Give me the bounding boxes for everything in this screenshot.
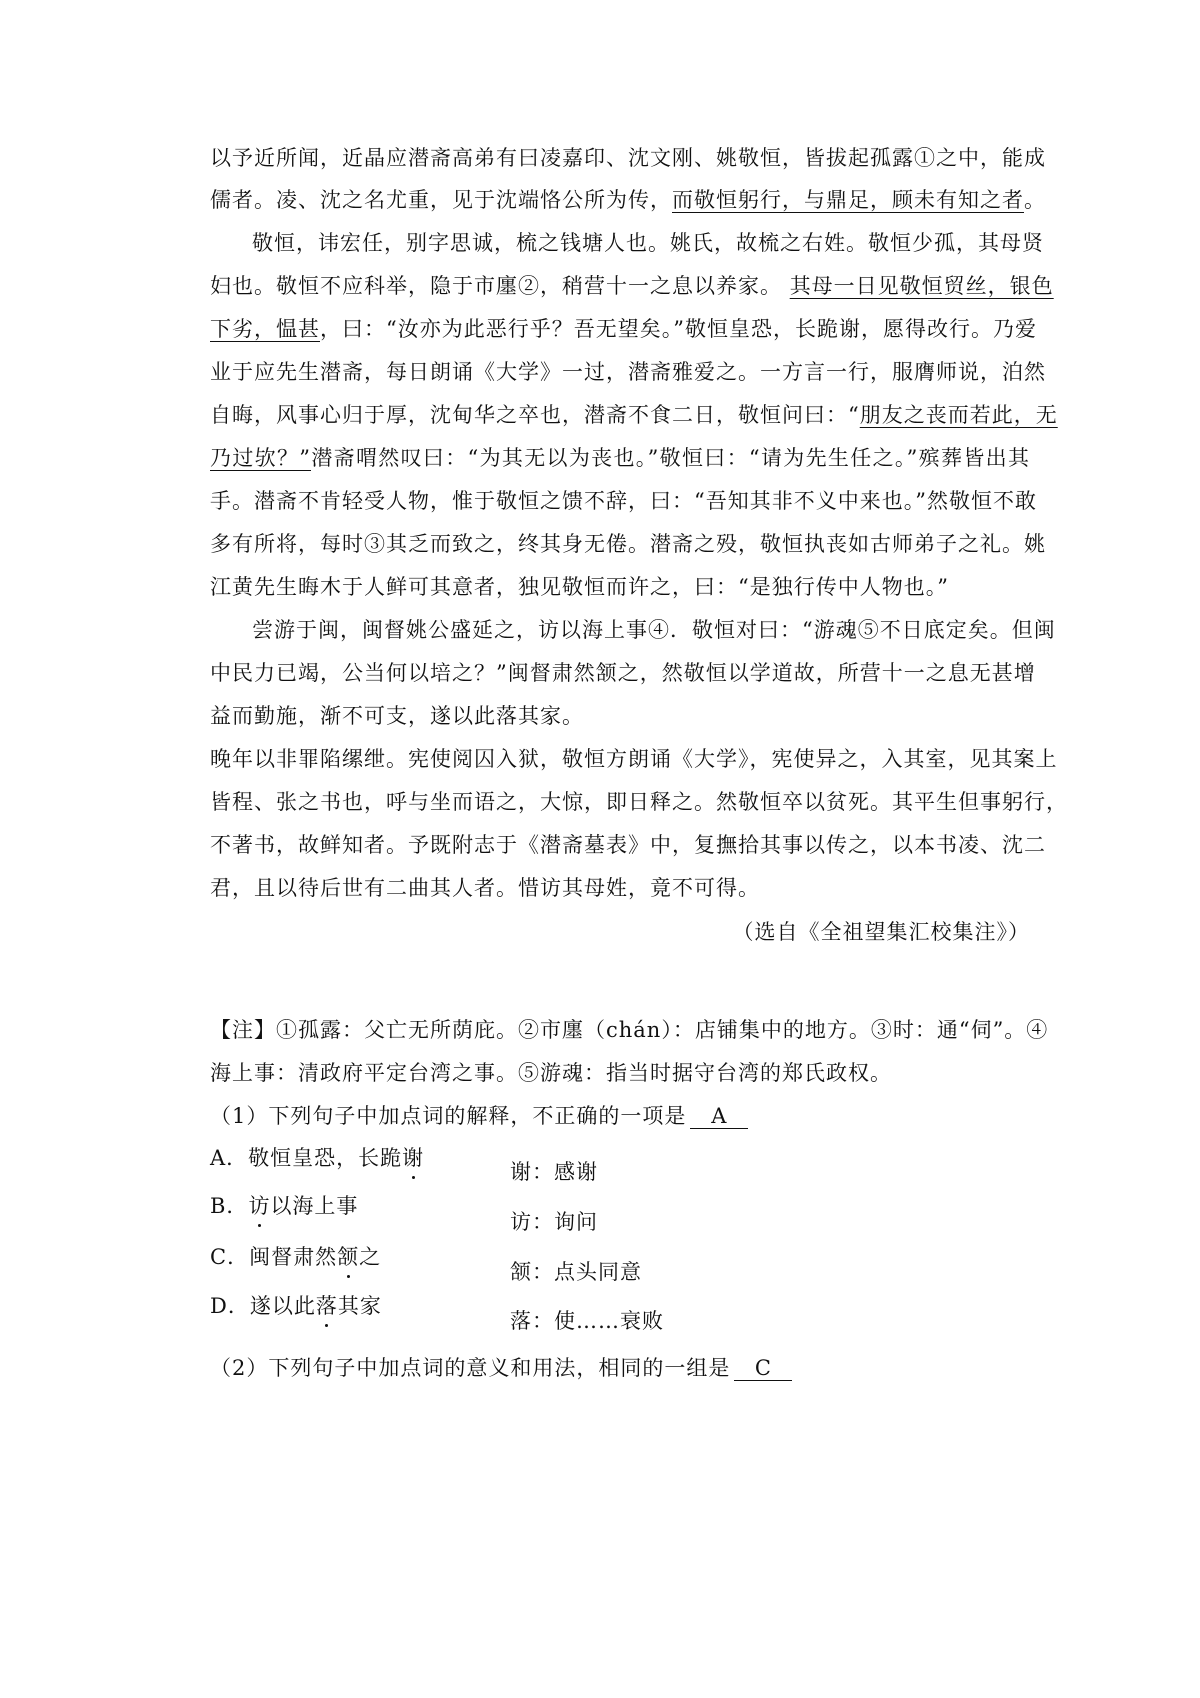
dotted-word: 颔	[337, 1242, 359, 1272]
passage-text: 潜斋喟然叹曰：“为其无以为丧也。”敬恒曰：“请为先生任之。”殡葬皆出其	[311, 446, 1030, 470]
passage-line: 多有所将，每时③其乏而致之，终其身无倦。潜斋之殁，敬恒执丧如古师弟子之礼。姚	[210, 532, 1046, 556]
underlined-sentence: 乃过欤？”	[210, 446, 311, 470]
dotted-word: 落	[316, 1291, 338, 1321]
underlined-sentence: 下劣，愠甚	[210, 317, 320, 341]
option-b-gloss: 访：询问	[510, 1210, 598, 1234]
dotted-word: 谢	[402, 1143, 424, 1173]
passage-line: 江黄先生晦木于人鲜可其意者，独见敬恒而许之，曰：“是独行传中人物也。”	[210, 575, 949, 599]
answer-blank: C	[734, 1356, 792, 1381]
passage-line: 益而勤施，渐不可支，遂以此落其家。	[210, 704, 584, 728]
passage-line: 君，且以待后世有二曲其人者。惜访其母姓，竟不可得。	[210, 876, 760, 900]
underlined-sentence: 朋友之丧而若此，无	[859, 403, 1058, 427]
passage-line: 尝游于闽，闽督姚公盛延之，访以海上事④．敬恒对曰：“游魂⑤不日底定矣。但闽	[252, 618, 1056, 642]
question-1-prompt	[210, 1101, 748, 1131]
passage-line: 皆程、张之书也，呼与坐而语之，大惊，即日释之。然敬恒卒以贫死。其平生但事躬行，	[210, 790, 1068, 814]
option-text: 以海上事	[270, 1194, 359, 1218]
passage-line	[210, 443, 1030, 473]
option-b	[210, 1191, 358, 1221]
passage-line: 中民力已竭，公当何以培之？”闽督肃然颔之，然敬恒以学道故，所营十一之息无甚增	[210, 661, 1036, 685]
option-text: C．闽督肃然	[210, 1245, 338, 1269]
option-text: D．遂以此	[210, 1294, 316, 1318]
option-text: 其家	[337, 1294, 382, 1318]
passage-text: 妇也。敬恒不应科举，隐于市廛②，稍营十一之息以养家。	[210, 274, 790, 298]
underlined-sentence: 而敬恒躬行，与鼎足，顾未有知之者	[672, 188, 1024, 212]
option-c	[210, 1242, 381, 1272]
notes-line: 海上事：清政府平定台湾之事。⑤游魂：指当时据守台湾的郑氏政权。	[210, 1061, 892, 1085]
passage-line: 晚年以非罪陷缧绁。宪使阅囚入狱，敬恒方朗诵《大学》，宪使异之，入其室，见其案上	[210, 747, 1058, 771]
question-2-prompt	[210, 1353, 792, 1383]
passage-line	[210, 400, 1058, 430]
passage-line: 业于应先生潜斋，每日朗诵《大学》一过，潜斋雅爱之。一方言一行，服膺师说，泊然	[210, 360, 1046, 384]
answer-blank: A	[690, 1104, 748, 1129]
option-d-gloss: 落：使……衰败	[510, 1309, 664, 1333]
passage-text: 。	[1024, 188, 1046, 212]
passage-text: 自晦，风事心归于厚，沈甸华之卒也，潜斋不食二日，敬恒问曰：“	[210, 403, 860, 427]
passage-line	[210, 314, 1037, 344]
passage-line: 敬恒，讳宏任，别字思诚，梳之钱塘人也。姚氏，故梳之右姓。敬恒少孤，其母贤	[252, 231, 1044, 255]
option-text: A．敬恒皇恐，长跪	[210, 1146, 403, 1170]
passage-line: 以予近所闻，近晶应潜斋高弟有曰凌嘉印、沈文刚、姚敬恒，皆拔起孤露①之中，能成	[210, 146, 1046, 170]
passage-line	[210, 185, 1046, 215]
option-text: B．	[210, 1194, 249, 1218]
source-citation: （选自《全祖望集汇校集注》）	[732, 920, 1030, 944]
option-a-gloss: 谢：感谢	[510, 1160, 598, 1184]
passage-line	[210, 271, 1054, 301]
passage-text: ，曰：“汝亦为此恶行乎？吾无望矣。”敬恒皇恐，长跪谢，愿得改行。乃爱	[320, 317, 1037, 341]
notes-line: 【注】①孤露：父亡无所荫庇。②市廛（chán）：店铺集中的地方。③时：通“伺”。④	[210, 1018, 1049, 1042]
passage-line: 不著书，故鲜知者。予既附志于《潜斋墓表》中，复撫拾其事以传之，以本书凌、沈二	[210, 833, 1046, 857]
option-d	[210, 1291, 382, 1321]
option-c-gloss: 颔：点头同意	[510, 1260, 642, 1284]
question-text: （1）下列句子中加点词的解释，不正确的一项是	[210, 1104, 687, 1128]
dotted-word: 访	[248, 1191, 270, 1221]
question-text: （2）下列句子中加点词的意义和用法，相同的一组是	[210, 1356, 731, 1380]
passage-line: 手。潜斋不肯轻受人物，惟于敬恒之馈不辞，曰：“吾知其非不义中来也。”然敬恒不敢	[210, 489, 1037, 513]
option-a	[210, 1143, 424, 1173]
passage-text: 儒者。凌、沈之名尤重，见于沈端恪公所为传，	[210, 188, 672, 212]
underlined-sentence: 其母一日见敬恒贸丝，银色	[789, 274, 1054, 298]
option-text: 之	[359, 1245, 382, 1269]
